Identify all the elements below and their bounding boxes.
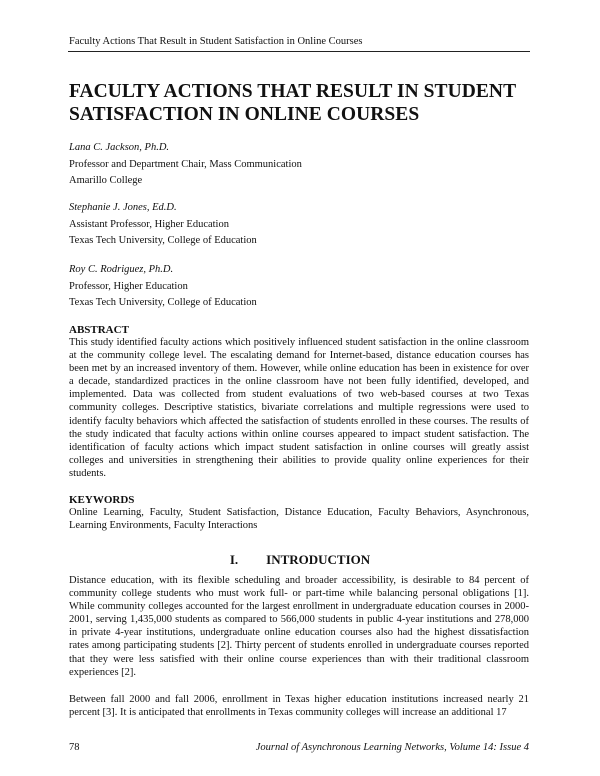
keywords-heading: KEYWORDS xyxy=(69,494,135,506)
title-line-1: FACULTY ACTIONS THAT RESULT IN STUDENT xyxy=(69,81,517,102)
running-header: Faculty Actions That Result in Student Satisfaction in Online Courses xyxy=(69,36,363,47)
author-institution: Amarillo College xyxy=(69,175,143,186)
author-name: Lana C. Jackson, Ph.D. xyxy=(69,142,170,153)
journal-citation: Journal of Asynchronous Learning Networks, Volume 14: Issue 4 xyxy=(255,742,529,753)
section-title: INTRODUCTION xyxy=(266,552,371,567)
introduction-paragraph-2: Between fall 2000 and fall 2006, enrollment in Texas higher education institutions increased nearly 21 percent [3]. It is anticipated that enrollments in Texas community colleges will increase an additional 17 xyxy=(69,694,529,719)
author-2 xyxy=(69,200,529,250)
author-name: Roy C. Rodriguez, Ph.D. xyxy=(69,264,174,275)
author-position: Professor and Department Chair, Mass Communication xyxy=(69,158,302,170)
author-name: Stephanie J. Jones, Ed.D. xyxy=(69,202,177,213)
abstract-text: This study identified faculty actions which positively influenced student satisfaction in the online classroom at the community college level. The escalating demand for Internet-based, distance education courses has been met by an increased inventory of them. However, while online education has been in existence for over a decade, standardized practices in the online classroom have not been fully identified, developed, and implemented. Data was collected from student evaluations of two web-based courses at two Texas community colleges. Descriptive statistics, bivariate correlations and multiple regressions were used to identify faculty behaviors which affected the satisfaction of students enrolled in these courses. The results of the study indicated that faculty actions within online courses appeared to impact student satisfaction. The identification of faculty actions which impact student satisfaction in online courses will greatly assist colleges and universities in strengthening their abilities to provide quality online experiences for their students. xyxy=(69,337,529,479)
author-3 xyxy=(69,262,529,312)
introduction-paragraph-1: Distance education, with its flexible scheduling and broader accessibility, is desirable to 84 percent of community college students who must work full- or part-time while balancing personal obligations [1]. While community colleges accounted for the largest enrollment in undergraduate education courses in 2000-2001, serving 1,435,000 students as compared to 566,000 students in public 4-year institutions and 278,000 in private 4-year institutions, undergraduate online education courses also had the highest dissatisfaction rates among participating students [2]. Thirty percent of students enrolled in undergraduate courses reported that they were less satisfied with their online course experiences than with their traditional classroom experiences [2]. xyxy=(69,575,529,678)
author-institution: Texas Tech University, College of Education xyxy=(69,297,257,308)
author-position: Assistant Professor, Higher Education xyxy=(69,218,229,230)
author-1 xyxy=(69,140,529,190)
abstract-heading: ABSTRACT xyxy=(69,324,129,336)
section-number: I. xyxy=(229,552,239,567)
author-institution: Texas Tech University, College of Education xyxy=(69,235,257,246)
keywords-section xyxy=(69,494,529,532)
header-divider xyxy=(68,51,530,52)
paper-title xyxy=(69,80,539,126)
page-number: 78 xyxy=(69,742,80,753)
keywords-text: Online Learning, Faculty, Student Satisfaction, Distance Education, Faculty Behaviors, Asynchronous, Learning Environments, Faculty Interactions xyxy=(69,507,529,532)
abstract-section xyxy=(69,324,529,480)
author-position: Professor, Higher Education xyxy=(69,280,188,292)
title-line-2: SATISFACTION IN ONLINE COURSES xyxy=(69,104,420,125)
introduction-heading xyxy=(0,552,600,568)
